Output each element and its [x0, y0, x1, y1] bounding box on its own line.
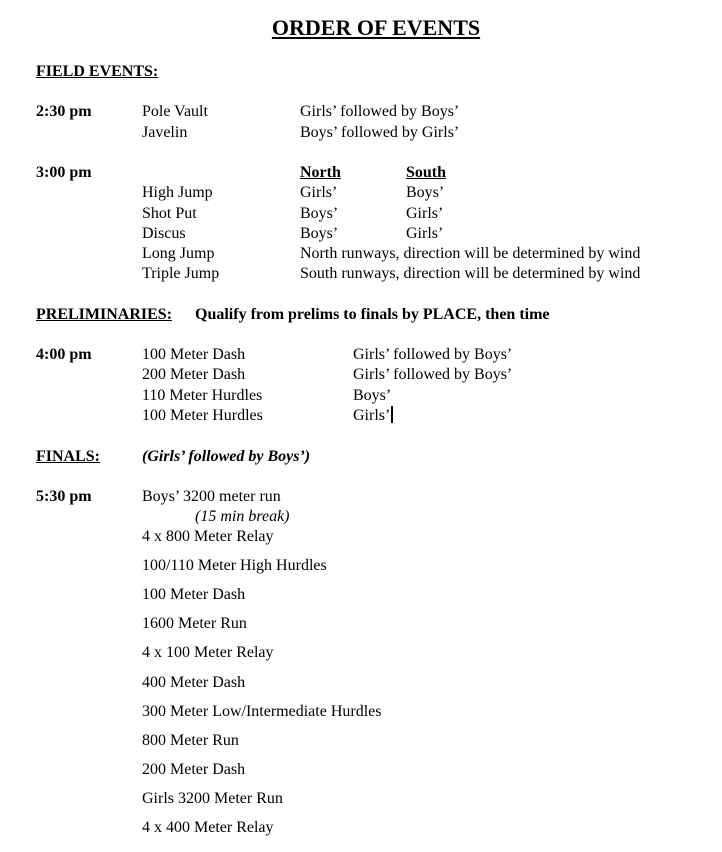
event-order: Girls’ followed by Boys’	[353, 366, 513, 383]
event-order-with-cursor[interactable]	[353, 406, 393, 426]
field-events-heading: FIELD EVENTS:	[36, 63, 159, 80]
time-label: 5:30 pm	[36, 488, 92, 505]
event-name: 200 Meter Dash	[142, 366, 246, 383]
event-order: Girls’ followed by Boys’	[353, 346, 513, 363]
event-note: North runways, direction will be determined by wind	[300, 245, 641, 262]
time-label: 2:30 pm	[36, 103, 92, 120]
preliminaries-heading: PRELIMINARIES:	[36, 306, 173, 323]
event-name: Javelin	[142, 124, 188, 141]
final-event: 100/110 Meter High Hurdles	[142, 557, 327, 574]
break-note: (15 min break)	[195, 508, 290, 525]
event-order: Boys’ followed by Girls’	[300, 124, 460, 141]
north-value: Boys’	[300, 225, 339, 242]
south-value: Girls’	[406, 225, 444, 242]
final-event: Boys’ 3200 meter run	[142, 488, 281, 505]
final-event: 4 x 100 Meter Relay	[142, 644, 274, 661]
event-name: 100 Meter Hurdles	[142, 407, 263, 424]
event-name: 110 Meter Hurdles	[142, 387, 263, 404]
column-header-south: South	[406, 164, 447, 181]
final-event: 400 Meter Dash	[142, 674, 246, 691]
time-label: 4:00 pm	[36, 346, 92, 363]
final-event: 4 x 400 Meter Relay	[142, 819, 274, 836]
event-name: Long Jump	[142, 245, 215, 262]
final-event: 4 x 800 Meter Relay	[142, 528, 274, 545]
event-order: Girls’	[353, 407, 391, 424]
event-name: Discus	[142, 225, 186, 242]
north-value: Boys’	[300, 205, 339, 222]
event-name: Shot Put	[142, 205, 197, 222]
final-event: 1600 Meter Run	[142, 615, 247, 632]
column-header-north: North	[300, 164, 341, 181]
event-name: Pole Vault	[142, 103, 208, 120]
south-value: Girls’	[406, 205, 444, 222]
final-event: Girls 3200 Meter Run	[142, 790, 283, 807]
event-name: Triple Jump	[142, 265, 220, 282]
event-order: Boys’	[353, 387, 392, 404]
finals-heading: FINALS:	[36, 448, 101, 465]
page-title: ORDER OF EVENTS	[271, 15, 481, 40]
preliminaries-note: Qualify from prelims to finals by PLACE, then time	[195, 306, 550, 323]
event-order: Girls’ followed by Boys’	[300, 103, 460, 120]
final-event: 800 Meter Run	[142, 732, 239, 749]
final-event: 200 Meter Dash	[142, 761, 246, 778]
finals-note: (Girls’ followed by Boys’)	[142, 448, 311, 465]
south-value: Boys’	[406, 184, 445, 201]
event-name: 100 Meter Dash	[142, 346, 246, 363]
final-event: 300 Meter Low/Intermediate Hurdles	[142, 703, 382, 720]
event-name: High Jump	[142, 184, 213, 201]
north-value: Girls’	[300, 184, 338, 201]
text-cursor	[391, 406, 393, 423]
time-label: 3:00 pm	[36, 164, 92, 181]
final-event: 100 Meter Dash	[142, 586, 246, 603]
event-note: South runways, direction will be determined by wind	[300, 265, 641, 282]
